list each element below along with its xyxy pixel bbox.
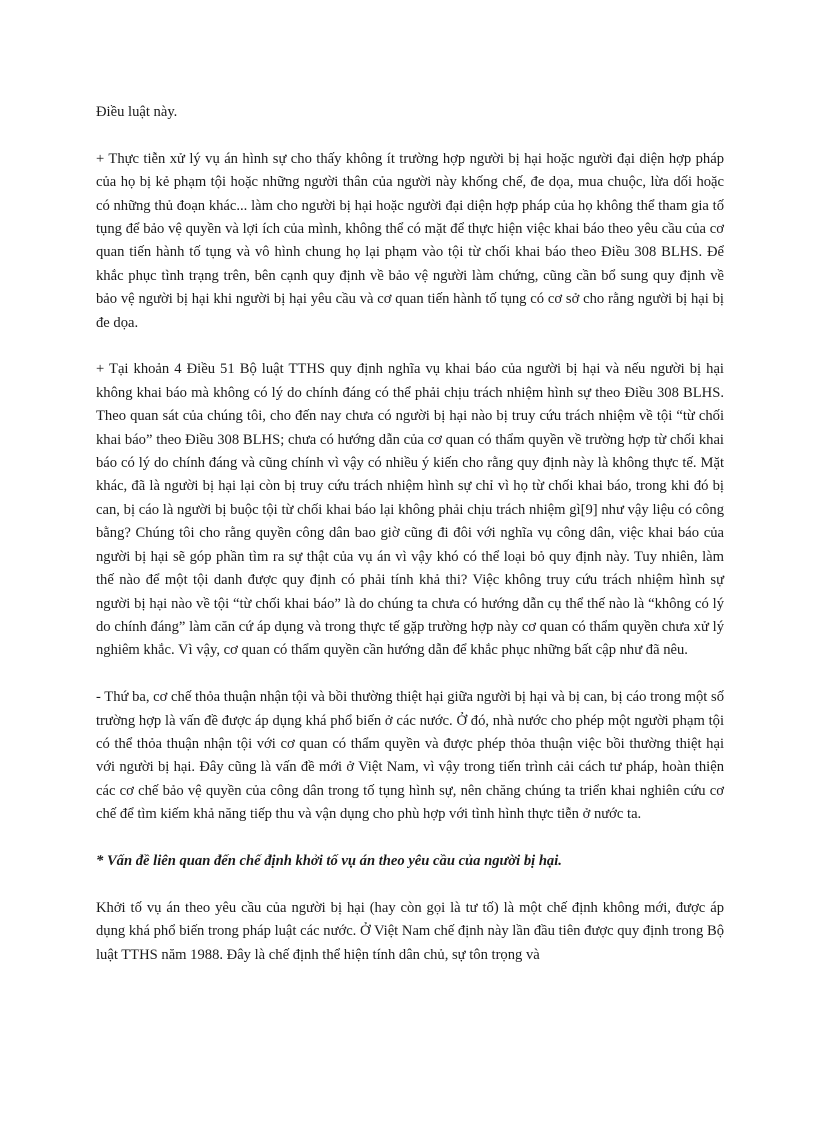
paragraph-plea-agreement: - Thứ ba, cơ chế thỏa thuận nhận tội và bồi thường thiệt hại giữa người bị hại và bị can, bị cáo trong một số trường hợp là vấn đề được áp dụng khá phổ biến ở các nước. Ở đó, nhà nước cho phép một người phạm tội có thể thỏa thuận nhận tội với cơ quan có thẩm quyền và được phép thỏa thuận việc bồi thường thiệt hại với người bị hại. Đây cũng là vấn đề mới ở Việt Nam, vì vậy trong tiến trình cải cách tư pháp, hoàn thiện các cơ chế bảo vệ quyền của công dân trong tố tụng hình sự, nên chăng chúng ta triển khai nghiên cứu cơ chế để tìm kiếm khả năng tiếp thu và vận dụng cho phù hợp với tình hình thực tiễn ở nước ta. xyxy=(96,689,724,823)
document-page xyxy=(96,101,724,990)
section-heading: * Vấn đề liên quan đến chế định khởi tố vụ án theo yêu cầu của người bị hại. xyxy=(96,852,562,869)
paragraph-victim-protection: + Thực tiễn xử lý vụ án hình sự cho thấy không ít trường hợp người bị hại hoặc người đại diện hợp pháp của họ bị kẻ phạm tội hoặc những người thân của người này khống chế, đe dọa, mua chuộc, lừa dối hoặc có những thủ đoạn khác... làm cho người bị hại hoặc người đại diện hợp pháp của họ không thể tham gia tố tụng để bảo vệ quyền và lợi ích của mình, không thể có mặt để thực hiện việc khai báo theo yêu cầu của cơ quan tiến hành tố tụng và vô hình chung họ lại phạm vào tội từ chối khai báo theo Điều 308 BLHS. Để khắc phục tình trạng trên, bên cạnh quy định về bảo vệ người làm chứng, cũng cần bổ sung quy định về bảo vệ người bị hại khi người bị hại yêu cầu và cơ quan tiến hành tố tụng có cơ sở cho rằng người bị hại bị đe dọa. xyxy=(96,150,724,331)
paragraph-private-prosecution: Khởi tố vụ án theo yêu cầu của người bị hại (hay còn gọi là tư tố) là một chế định không mới, được áp dụng khá phổ biến trong pháp luật các nước. Ở Việt Nam chế định này lần đầu tiên được quy định trong Bộ luật TTHS năm 1988. Đây là chế định thể hiện tính dân chủ, sự tôn trọng và xyxy=(96,899,724,963)
paragraph-testimony-obligation: + Tại khoản 4 Điều 51 Bộ luật TTHS quy định nghĩa vụ khai báo của người bị hại và nếu người bị hại không khai báo mà không có lý do chính đáng có thể phải chịu trách nhiệm hình sự theo Điều 308 BLHS. Theo quan sát của chúng tôi, cho đến nay chưa có người bị hại nào bị truy cứu trách nhiệm về tội “từ chối khai báo” theo Điều 308 BLHS; chưa có hướng dẫn của cơ quan có thẩm quyền về trường hợp từ chối khai báo có lý do chính đáng và cũng chính vì vậy có nhiều ý kiến cho rằng quy định này là không thực tế. Mặt khác, đã là người bị hại lại còn bị truy cứu trách nhiệm hình sự chỉ vì họ từ chối khai báo, trong khi đó bị can, bị cáo là người bị buộc tội từ chối khai báo lại không phải chịu trách nhiệm gì[9] như vậy liệu có công bằng? Chúng tôi cho rằng quyền công dân bao giờ cũng đi đôi với nghĩa vụ công dân, việc khai báo của người bị hại sẽ góp phần tìm ra sự thật của vụ án vì vậy khó có thể loại bỏ quy định này. Tuy nhiên, làm thế nào để một tội danh được quy định có phải tính khả thi? Việc không truy cứu trách nhiệm hình sự người bị hại nào về tội “từ chối khai báo” là do chúng ta chưa có hướng dẫn cụ thể thế nào là “không có lý do chính đáng” làm căn cứ áp dụng và trong thực tế gặp trường hợp này cơ quan có thẩm quyền chưa xử lý nghiêm khắc. Vì vậy, cơ quan có thẩm quyền cần hướng dẫn để khắc phục những bất cập như đã nêu. xyxy=(96,361,724,659)
paragraph-intro: Điều luật này. xyxy=(96,104,178,120)
